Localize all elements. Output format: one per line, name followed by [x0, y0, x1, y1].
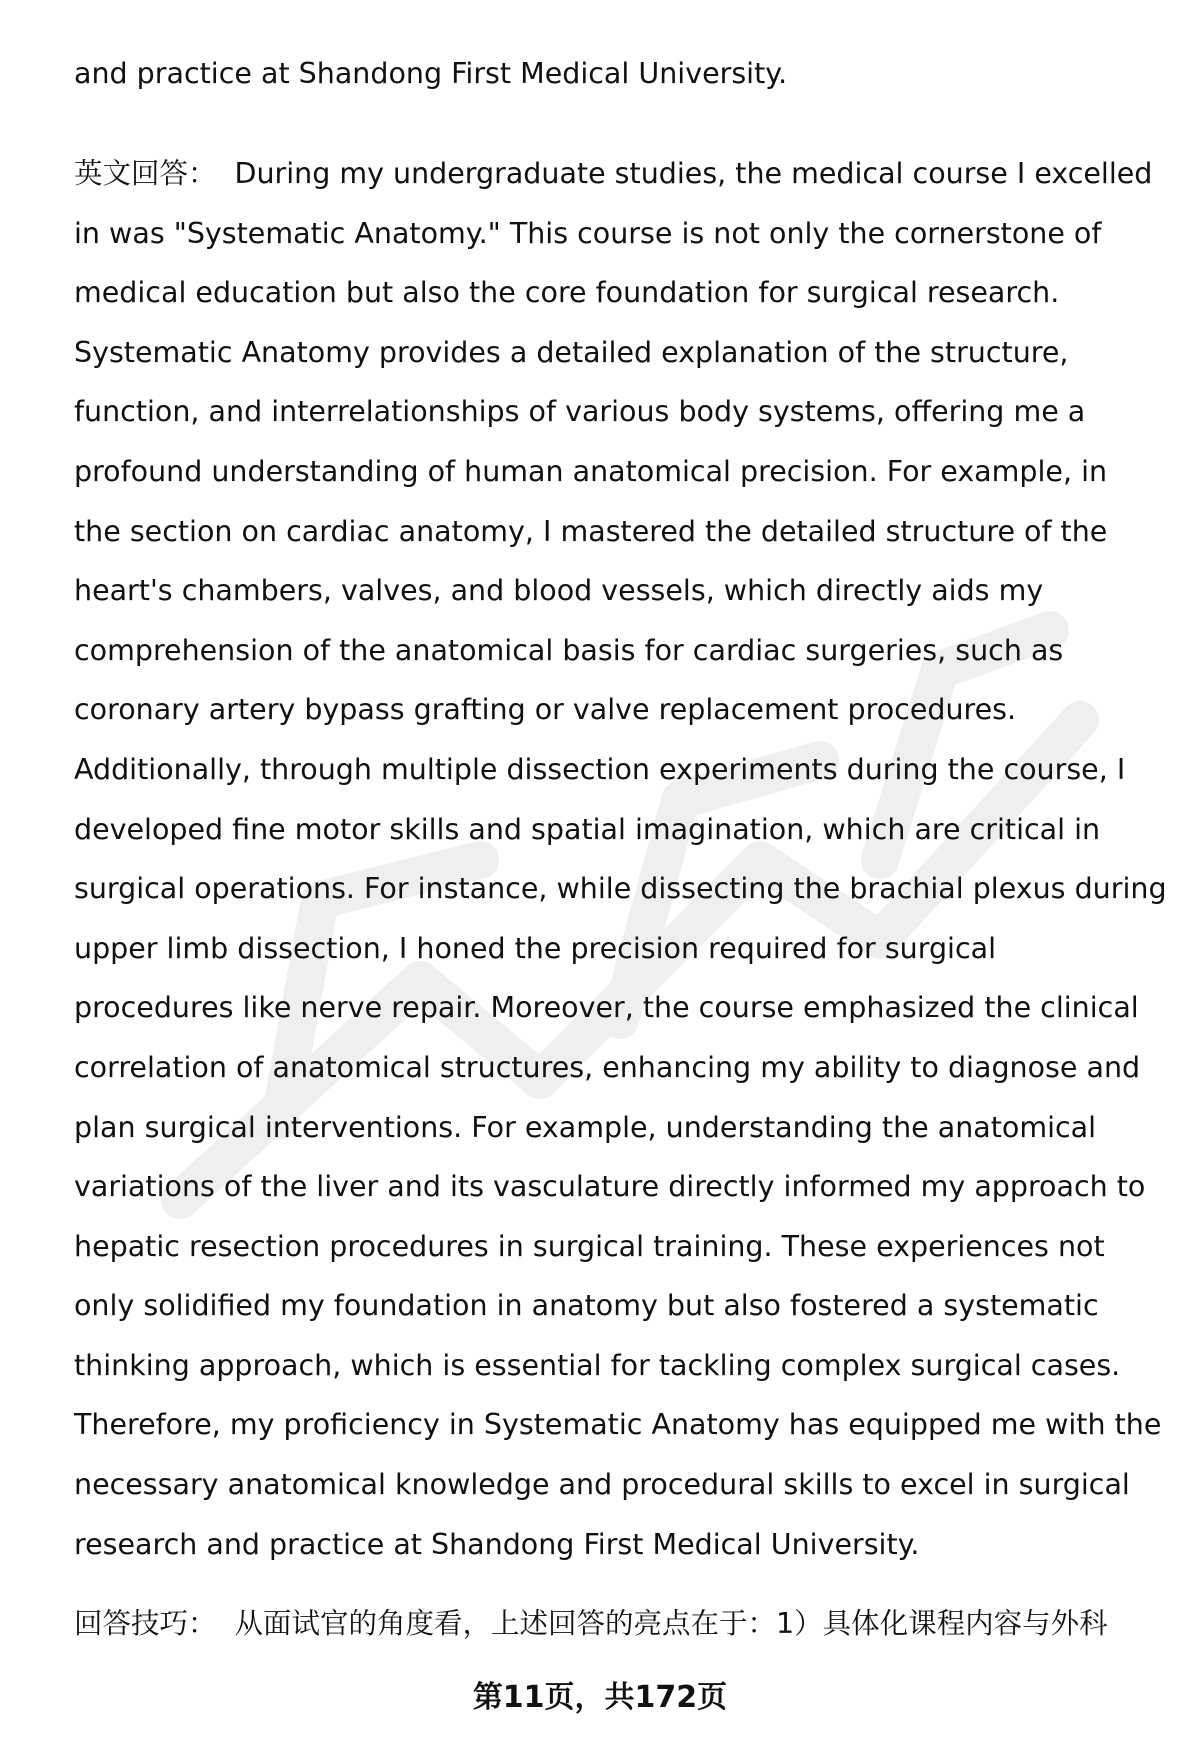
english-answer-paragraph — [74, 144, 1167, 1574]
answer-line: 英文回答： During my undergraduate studies, the medical course I excelled — [74, 157, 1153, 190]
answer-line: profound understanding of human anatomical precision. For example, in — [74, 454, 1108, 488]
answer-line: function, and interrelationships of various body systems, offering me a — [74, 395, 1086, 429]
answer-line: upper limb dissection, I honed the precision required for surgical — [74, 931, 997, 965]
answer-tips-text: 从面试官的角度看，上述回答的亮点在于：1）具体化课程内容与外科 — [234, 1607, 1108, 1640]
answer-line: hepatic resection procedures in surgical training. These experiences not — [74, 1229, 1105, 1263]
answer-line: coronary artery bypass grafting or valve replacement procedures. — [74, 693, 1017, 727]
answer-line: procedures like nerve repair. Moreover, the course emphasized the clinical — [74, 991, 1139, 1025]
answer-line: developed fine motor skills and spatial imagination, which are critical in — [74, 812, 1101, 846]
answer-line: plan surgical interventions. For example, understanding the anatomical — [74, 1110, 1097, 1144]
page-indicator: 第11页，共172页 — [472, 1680, 728, 1715]
answer-line: the section on cardiac anatomy, I mastered the detailed structure of the — [74, 514, 1108, 548]
previous-paragraph-tail: and practice at Shandong First Medical University. — [74, 57, 788, 90]
answer-tips-paragraph — [74, 1604, 1154, 1644]
answer-line: medical education but also the core foundation for surgical research. — [74, 276, 1060, 310]
answer-line: research and practice at Shandong First Medical University. — [74, 1527, 920, 1561]
answer-line: thinking approach, which is essential for tackling complex surgical cases. — [74, 1348, 1121, 1382]
answer-line: heart's chambers, valves, and blood vessels, which directly aids my — [74, 574, 1044, 608]
answer-line: correlation of anatomical structures, enhancing my ability to diagnose and — [74, 1050, 1141, 1084]
answer-line: necessary anatomical knowledge and procedural skills to excel in surgical — [74, 1468, 1130, 1502]
answer-line: Systematic Anatomy provides a detailed explanation of the structure, — [74, 335, 1069, 369]
answer-line: Therefore, my proficiency in Systematic Anatomy has equipped me with the — [74, 1408, 1162, 1442]
answer-line: variations of the liver and its vasculature directly informed my approach to — [74, 1170, 1146, 1204]
english-answer-label: 英文回答： — [74, 157, 217, 190]
answer-line: in was "Systematic Anatomy." This course is not only the cornerstone of — [74, 216, 1102, 250]
answer-line: Additionally, through multiple dissection experiments during the course, I — [74, 752, 1126, 786]
answer-line: comprehension of the anatomical basis for cardiac surgeries, such as — [74, 633, 1064, 667]
answer-line: surgical operations. For instance, while dissecting the brachial plexus during — [74, 872, 1167, 906]
answer-tips-label: 回答技巧： — [74, 1607, 217, 1640]
answer-line: only solidified my foundation in anatomy but also fostered a systematic — [74, 1289, 1099, 1323]
